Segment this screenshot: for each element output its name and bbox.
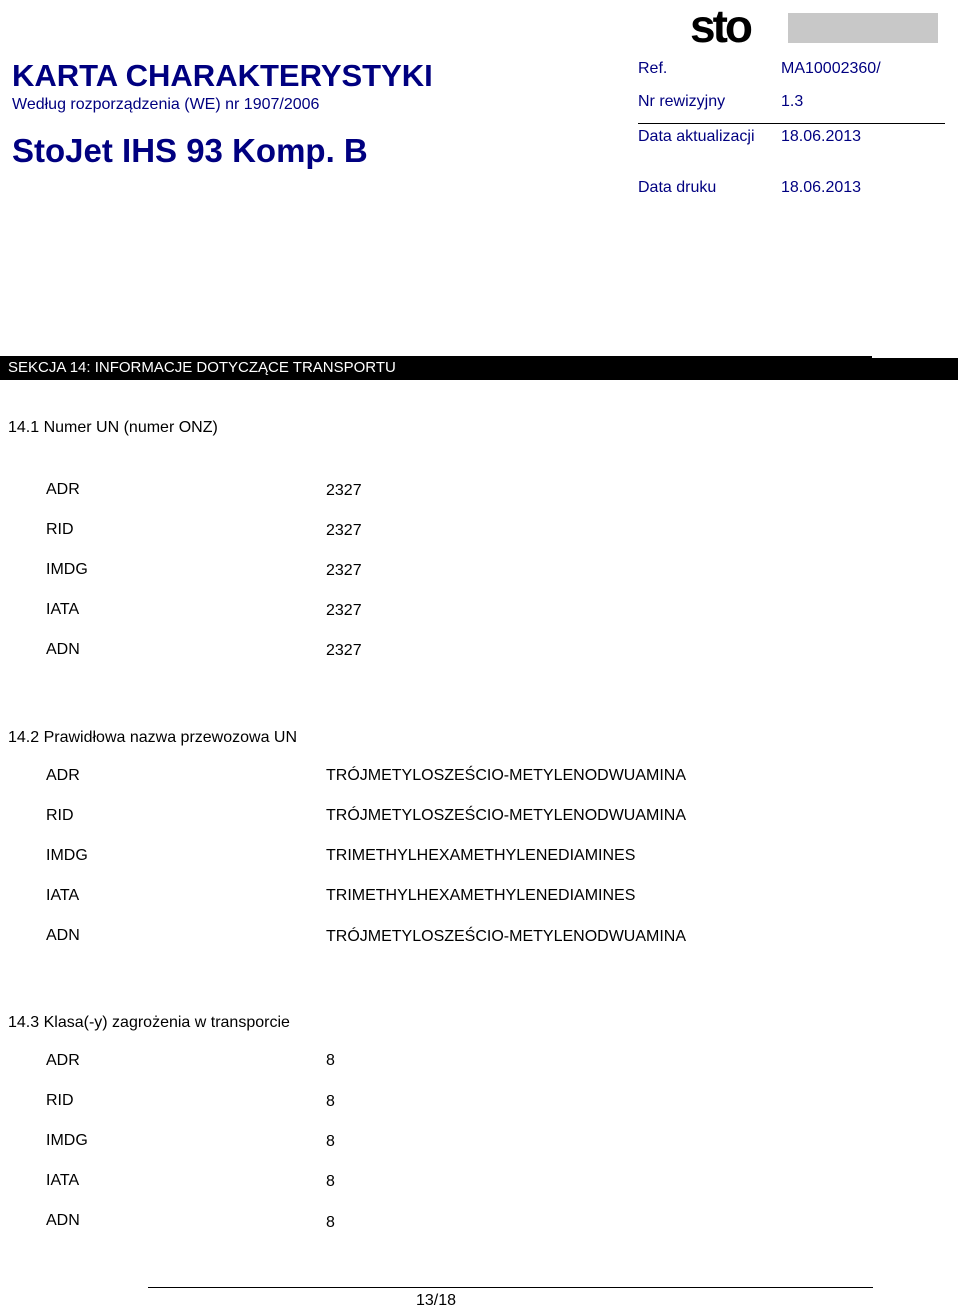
logo-bar [788, 13, 938, 43]
update-date-label: Data aktualizacji [638, 128, 755, 145]
hazard-row-value: 8 [326, 1052, 335, 1069]
hazard-row-label: IATA [46, 1172, 80, 1189]
document-title: KARTA CHARAKTERYSTYKI [12, 58, 433, 93]
shipping-row-value: TRÓJMETYLOSZEŚCIO-METYLENODWUAMINA [326, 767, 687, 784]
shipping-row-label: IMDG [46, 847, 88, 864]
regulation-subtitle: Według rozporządzenia (WE) nr 1907/2006 [12, 96, 320, 113]
revision-label: Nr rewizyjny [638, 93, 726, 110]
un-row-value: 2327 [326, 642, 362, 659]
shipping-row-value: TRIMETHYLHEXAMETHYLENEDIAMINES [326, 847, 636, 864]
shipping-row-label: ADR [46, 767, 80, 784]
section-bar-edge [872, 356, 958, 358]
shipping-row-label: ADN [46, 927, 80, 944]
un-row-label: ADN [46, 641, 80, 658]
section-title: SEKCJA 14: INFORMACJE DOTYCZĄCE TRANSPORTU [8, 359, 396, 376]
un-row-value: 2327 [326, 562, 362, 579]
hazard-row-value: 8 [326, 1173, 335, 1190]
shipping-row-value: TRÓJMETYLOSZEŚCIO-METYLENODWUAMINA [326, 807, 687, 824]
section-14-heading [0, 356, 958, 380]
shipping-name-heading: 14.2 Prawidłowa nazwa przewozowa UN [8, 729, 298, 746]
update-date-value: 18.06.2013 [781, 128, 862, 145]
shipping-row-label: IATA [46, 887, 80, 904]
hazard-row-label: ADN [46, 1212, 80, 1229]
footer-divider [148, 1287, 873, 1288]
revision-value: 1.3 [781, 93, 804, 110]
shipping-row-value: TRIMETHYLHEXAMETHYLENEDIAMINES [326, 887, 636, 904]
un-row-label: ADR [46, 481, 80, 498]
hazard-row-label: ADR [46, 1052, 80, 1069]
print-date-label: Data druku [638, 179, 717, 196]
sto-logo [690, 6, 770, 46]
page-number: 13/18 [416, 1292, 457, 1309]
un-row-value: 2327 [326, 482, 362, 499]
un-number-heading: 14.1 Numer UN (numer ONZ) [8, 419, 218, 436]
brand-wordmark: sto [690, 6, 750, 46]
header-divider [638, 123, 945, 124]
print-date-value: 18.06.2013 [781, 179, 862, 196]
ref-label: Ref. [638, 60, 668, 77]
shipping-row-label: RID [46, 807, 74, 824]
un-row-label: IATA [46, 601, 80, 618]
hazard-row-value: 8 [326, 1093, 335, 1110]
un-row-label: IMDG [46, 561, 88, 578]
un-row-value: 2327 [326, 602, 362, 619]
un-row-label: RID [46, 521, 74, 538]
hazard-row-label: IMDG [46, 1132, 88, 1149]
hazard-row-value: 8 [326, 1133, 335, 1150]
hazard-row-label: RID [46, 1092, 74, 1109]
product-name: StoJet IHS 93 Komp. B [12, 132, 368, 169]
hazard-row-value: 8 [326, 1214, 335, 1231]
ref-value: MA10002360/ [781, 60, 881, 77]
shipping-row-value: TRÓJMETYLOSZEŚCIO-METYLENODWUAMINA [326, 928, 687, 945]
hazard-class-heading: 14.3 Klasa(-y) zagrożenia w transporcie [8, 1014, 290, 1031]
un-row-value: 2327 [326, 522, 362, 539]
